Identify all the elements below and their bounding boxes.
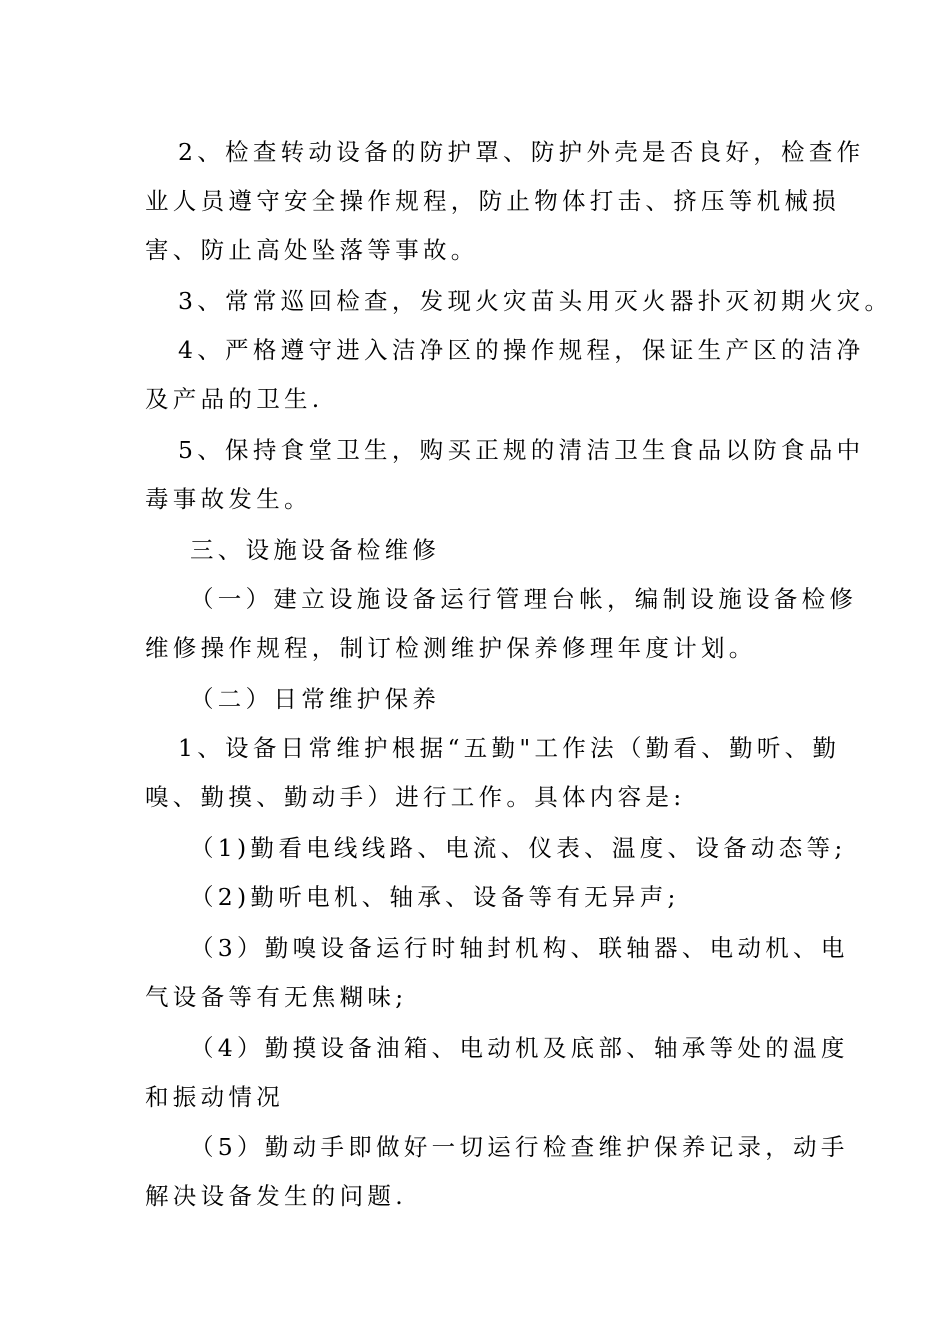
paragraph-line: 5、保持食堂卫生，购买正规的清洁卫生食品以防食品中 [178,436,865,464]
paragraph-line: （3）勤嗅设备运行时轴封机构、联轴器、电动机、电 [190,934,849,962]
paragraph-line: 害、防止高处坠落等事故。 [145,236,479,264]
paragraph-line: 2、检查转动设备的防护罩、防护外壳是否良好，检查作 [178,138,865,166]
paragraph-line: 维修操作规程，制订检测维护保养修理年度计划。 [145,634,757,662]
paragraph-line: 3、常常巡回检查，发现火灾苗头用灭火器扑灭初期火灾。 [178,287,893,315]
paragraph-line: （一）建立设施设备运行管理台帐，编制设施设备检修 [190,585,858,613]
paragraph-line: 4、严格遵守进入洁净区的操作规程，保证生产区的洁净 [178,336,865,364]
paragraph-line: 气设备等有无焦糊味; [145,983,408,1011]
paragraph-line: （5）勤动手即做好一切运行检查维护保养记录，动手 [190,1133,849,1161]
paragraph-line: 及产品的卫生. [145,385,324,413]
paragraph-line: 毒事故发生。 [145,485,312,513]
paragraph-line: （1)勤看电线线路、电流、仪表、温度、设备动态等; [190,834,847,862]
paragraph-line: 业人员遵守安全操作规程，防止物体打击、挤压等机械损 [145,187,840,215]
paragraph-line: （2)勤听电机、轴承、设备等有无异声; [190,883,680,911]
paragraph-line: 1、设备日常维护根据“五勤"工作法（勤看、勤听、勤 [178,734,841,762]
paragraph-line: （4）勤摸设备油箱、电动机及底部、轴承等处的温度 [190,1034,849,1062]
paragraph-line: 和振动情况 [145,1083,284,1111]
subsection-heading: （二）日常维护保养 [190,685,441,713]
section-heading: 三、设施设备检维修 [190,536,441,564]
paragraph-line: 解决设备发生的问题. [145,1182,407,1210]
paragraph-line: 嗅、勤摸、勤动手）进行工作。具体内容是: [145,783,686,811]
